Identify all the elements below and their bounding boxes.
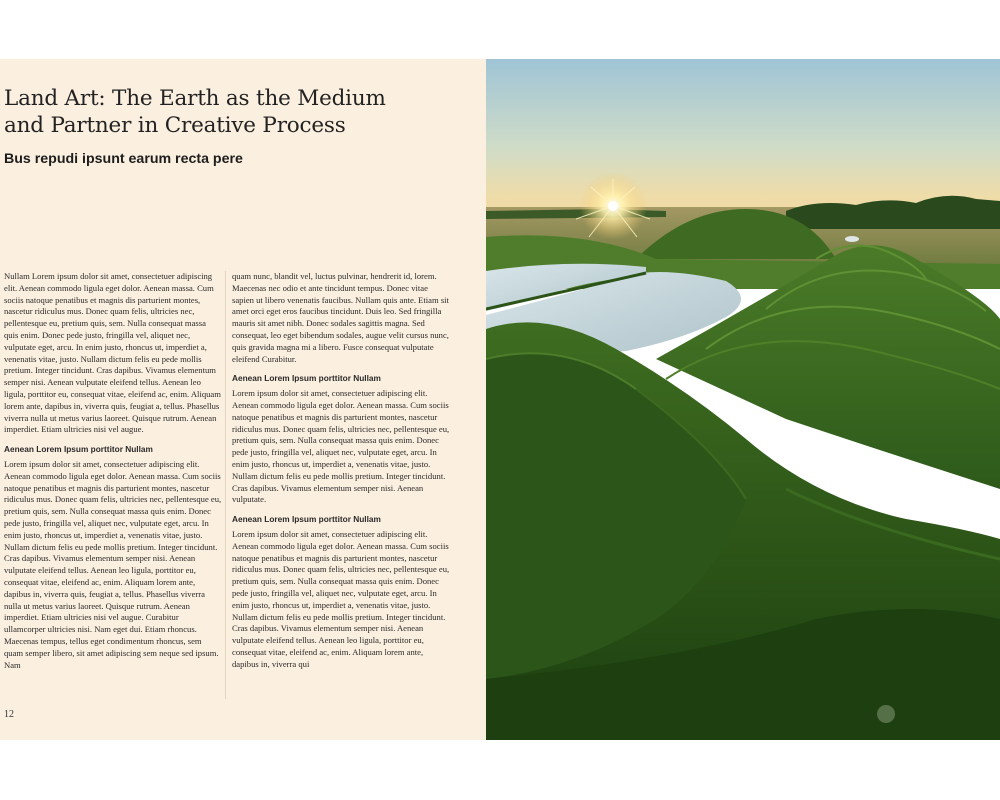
section-heading: Aenean Lorem Ipsum porttitor Nullam [232,373,381,384]
text-column-1 [4,271,222,679]
page-number: 12 [4,709,14,720]
paragraph: Nullam Lorem ipsum dolor sit amet, consectetuer adipiscing elit. Aenean commodo ligula eget dolor. Aenean massa. Cum sociis natoque penatibus et magnis dis parturient montes, nascetur ridiculus mus. Donec quam felis, ultricies nec, pellentesque eu, pretium quis, sem. Nulla consequat massa quis enim. Donec pede justo, fringilla vel, aliquet nec, vulputate eget, arcu. In enim justo, rhoncus ut, imperdiet a, venenatis vitae, justo. Nullam dictum felis eu pede mollis pretium. Integer tincidunt. Cras dapibus. Vivamus elementum semper nisi. Aenean vulputate eleifend tellus. Aenean leo ligula, porttitor eu, consequat vitae, eleifend ac, enim. Aliquam lorem ante, dapibus in, viverra quis, feugiat a, tellus. Phasellus viverra nulla ut metus varius laoreet. Quisque rutrum. Aenean imperdiet. Etiam ultricies nisi vel augue. [4,271,221,435]
text-column-2 [232,271,450,679]
article-title: Land Art: The Earth as the Medium and Partner in Creative Process [4,86,386,138]
article-subtitle: Bus repudi ipsunt earum recta pere [4,151,243,167]
paragraph: Lorem ipsum dolor sit amet, consectetuer adipiscing elit. Aenean commodo ligula eget dolor. Aenean massa. Cum sociis natoque penatibus et magnis dis parturient montes, nascetur ridiculus mus. Donec quam felis, ultricies nec, pellentesque eu, pretium quis, sem. Nulla consequat massa quis enim. Donec pede justo, fringilla vel, aliquet nec, vulputate eget, arcu. In enim justo, rhoncus ut, imperdiet a, venenatis vitae, justo. Nullam dictum felis eu pede mollis pretium. Integer tincidunt. Cras dapibus. Vivamus elementum semper nisi. Aenean vulputate. [232,388,450,505]
land-art-photo [486,59,1000,740]
paragraph: Lorem ipsum dolor sit amet, consectetuer adipiscing elit. Aenean commodo ligula eget dolor. Aenean massa. Cum sociis natoque penatibus et magnis dis parturient montes, nascetur ridiculus mus. Donec quam felis, ultricies nec, pellentesque eu, pretium quis, sem. Nulla consequat massa quis enim. Donec pede justo, fringilla vel, aliquet nec, vulputate eget, arcu. In enim justo, rhoncus ut, imperdiet a, venenatis vitae, justo. Nullam dictum felis eu pede mollis pretium. Integer tincidunt. Cras dapibus. Vivamus elementum semper nisi. Aenean vulputate eleifend tellus. Aenean leo ligula, porttitor eu, consequat vitae, eleifend ac, enim. Aliquam lorem ante, dapibus in, viverra quis, feugiat a, tellus. Phasellus viverra nulla ut metus varius laoreet. Quisque rutrum. Aenean imperdiet. Etiam ultricies nisi vel augue. Curabitur ullamcorper ultricies nisi. Nam eget dui. Etiam rhoncus. Maecenas tempus, tellus eget condimentum rhoncus, sem quam semper libero, sit amet adipiscing sem neque sed ipsum. Nam [4,458,222,670]
paragraph: Lorem ipsum dolor sit amet, consectetuer adipiscing elit. Aenean commodo ligula eget dolor. Aenean massa. Cum sociis natoque penatibus et magnis dis parturient montes, nascetur ridiculus mus. Donec quam felis, ultricies nec, pellentesque eu, pretium quis, sem. Nulla consequat massa quis enim. Donec pede justo, fringilla vel, aliquet nec, vulputate eget, arcu. In enim justo, rhoncus ut, imperdiet a, venenatis vitae, justo. Nullam dictum felis eu pede mollis pretium. Integer tincidunt. Cras dapibus. Vivamus elementum semper nisi. Aenean vulputate eleifend tellus. Aenean leo ligula, porttitor eu, consequat vitae, eleifend ac, enim. Aliquam lorem ante, dapibus in, viverra qui [232,528,450,669]
magazine-spread [0,59,1000,740]
section-heading: Aenean Lorem Ipsum porttitor Nullam [232,514,381,525]
text-page [0,59,486,740]
section-heading: Aenean Lorem Ipsum porttitor Nullam [4,444,153,455]
column-divider [225,271,226,699]
paragraph: quam nunc, blandit vel, luctus pulvinar, hendrerit id, lorem. Maecenas nec odio et ante tincidunt tempus. Donec vitae sapien ut libero venenatis faucibus. Nullam quis ante. Etiam sit amet orci eget eros faucibus tincidunt. Duis leo. Sed fringilla mauris sit amet nibh. Donec sodales sagittis magna. Sed consequat, leo eget bibendum sodales, augue velit cursus nunc, quis gravida magna mi a libero. Fusce consequat vulputate eleifend Curabitur. [232,271,449,364]
sky [486,59,1000,219]
